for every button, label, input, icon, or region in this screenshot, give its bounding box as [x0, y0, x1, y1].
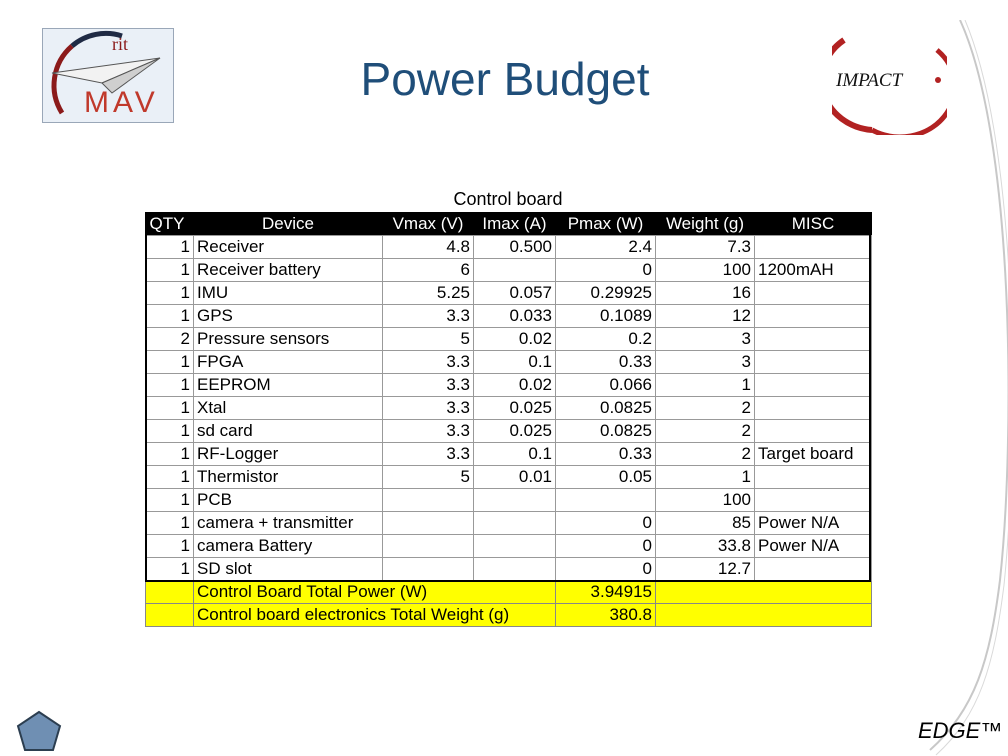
- table-row: [146, 420, 872, 443]
- total-weight-label: Control board electronics Total Weight (g): [194, 604, 556, 627]
- table-row: [146, 236, 872, 259]
- power-budget-table: [145, 212, 872, 627]
- table-row: [146, 328, 872, 351]
- cell-misc: [755, 420, 872, 443]
- cell-imax: [474, 259, 556, 282]
- cell-device: PCB: [194, 489, 383, 512]
- cell-misc: [755, 466, 872, 489]
- total-power-label: Control Board Total Power (W): [194, 581, 556, 604]
- total-power-row: [146, 581, 872, 604]
- cell-misc: Power N/A: [755, 535, 872, 558]
- cell-qty: 1: [146, 259, 194, 282]
- cell-device: FPGA: [194, 351, 383, 374]
- rit-mav-logo: [42, 28, 174, 123]
- cell-device: Receiver: [194, 236, 383, 259]
- header-device: Device: [194, 212, 383, 236]
- cell-misc: [755, 397, 872, 420]
- table-row: [146, 397, 872, 420]
- cell-misc: 1200mAH: [755, 259, 872, 282]
- cell-pmax: 0: [556, 259, 656, 282]
- cell-qty: 1: [146, 512, 194, 535]
- cell-device: sd card: [194, 420, 383, 443]
- cell-vmax: 5: [383, 466, 474, 489]
- blank-cell: [146, 581, 194, 604]
- cell-qty: 1: [146, 489, 194, 512]
- cell-vmax: 3.3: [383, 443, 474, 466]
- cell-weight: 12: [656, 305, 755, 328]
- cell-imax: 0.01: [474, 466, 556, 489]
- cell-imax: 0.1: [474, 351, 556, 374]
- total-weight-row: [146, 604, 872, 627]
- cell-vmax: [383, 489, 474, 512]
- cell-qty: 1: [146, 305, 194, 328]
- cell-qty: 1: [146, 351, 194, 374]
- cell-weight: 100: [656, 489, 755, 512]
- cell-pmax: 0.29925: [556, 282, 656, 305]
- table-caption: Control board: [453, 189, 563, 209]
- cell-misc: [755, 489, 872, 512]
- table-row: [146, 443, 872, 466]
- cell-pmax: 0: [556, 558, 656, 581]
- cell-imax: [474, 512, 556, 535]
- table-header-row: [146, 212, 872, 236]
- cell-misc: Power N/A: [755, 512, 872, 535]
- cell-vmax: 3.3: [383, 374, 474, 397]
- decorative-swoosh: [920, 20, 1008, 756]
- cell-pmax: 0.0825: [556, 420, 656, 443]
- cell-imax: 0.025: [474, 397, 556, 420]
- table-row: [146, 374, 872, 397]
- table-row: [146, 489, 872, 512]
- table-row: [146, 466, 872, 489]
- cell-misc: [755, 236, 872, 259]
- total-weight-value: 380.8: [556, 604, 656, 627]
- cell-device: IMU: [194, 282, 383, 305]
- cell-pmax: 0: [556, 512, 656, 535]
- blank-cell: [146, 604, 194, 627]
- table-row: [146, 305, 872, 328]
- cell-misc: [755, 305, 872, 328]
- rit-text: rit: [112, 34, 128, 54]
- cell-device: camera Battery: [194, 535, 383, 558]
- cell-imax: [474, 558, 556, 581]
- cell-pmax: 0.33: [556, 351, 656, 374]
- cell-vmax: 3.3: [383, 397, 474, 420]
- cell-qty: 2: [146, 328, 194, 351]
- cell-pmax: 0.0825: [556, 397, 656, 420]
- cell-pmax: 0.066: [556, 374, 656, 397]
- cell-weight: 1: [656, 466, 755, 489]
- cell-weight: 12.7: [656, 558, 755, 581]
- cell-qty: 1: [146, 397, 194, 420]
- cell-vmax: 3.3: [383, 420, 474, 443]
- cell-vmax: 5: [383, 328, 474, 351]
- cell-vmax: 3.3: [383, 351, 474, 374]
- cell-device: Thermistor: [194, 466, 383, 489]
- cell-misc: [755, 328, 872, 351]
- cell-device: RF-Logger: [194, 443, 383, 466]
- impact-text: IMPACT: [836, 70, 903, 91]
- cell-imax: 0.1: [474, 443, 556, 466]
- cell-qty: 1: [146, 558, 194, 581]
- total-power-value: 3.94915: [556, 581, 656, 604]
- cell-weight: 85: [656, 512, 755, 535]
- cell-qty: 1: [146, 374, 194, 397]
- table-row: [146, 558, 872, 581]
- cell-qty: 1: [146, 420, 194, 443]
- cell-qty: 1: [146, 466, 194, 489]
- blank-cell: [656, 581, 872, 604]
- cell-imax: 0.02: [474, 328, 556, 351]
- cell-weight: 2: [656, 420, 755, 443]
- cell-qty: 1: [146, 282, 194, 305]
- cell-weight: 100: [656, 259, 755, 282]
- cell-imax: 0.033: [474, 305, 556, 328]
- cell-imax: [474, 489, 556, 512]
- cell-qty: 1: [146, 535, 194, 558]
- blank-cell: [656, 604, 872, 627]
- cell-imax: 0.057: [474, 282, 556, 305]
- header-vmax: Vmax (V): [383, 212, 474, 236]
- cell-pmax: 0.1089: [556, 305, 656, 328]
- cell-qty: 1: [146, 443, 194, 466]
- cell-imax: 0.025: [474, 420, 556, 443]
- cell-misc: [755, 282, 872, 305]
- edge-trademark: EDGE™: [918, 718, 1003, 743]
- header-imax: Imax (A): [474, 212, 556, 236]
- cell-vmax: [383, 558, 474, 581]
- table-row: [146, 512, 872, 535]
- cell-device: Receiver battery: [194, 259, 383, 282]
- slide-title: Power Budget: [360, 53, 650, 105]
- cell-vmax: 3.3: [383, 305, 474, 328]
- cell-vmax: 6: [383, 259, 474, 282]
- header-pmax: Pmax (W): [556, 212, 656, 236]
- cell-pmax: 0.05: [556, 466, 656, 489]
- cell-device: Xtal: [194, 397, 383, 420]
- home-pentagon-button[interactable]: [16, 710, 62, 752]
- table-row: [146, 282, 872, 305]
- cell-misc: [755, 558, 872, 581]
- cell-pmax: 0.33: [556, 443, 656, 466]
- cell-weight: 3: [656, 351, 755, 374]
- header-qty: QTY: [146, 212, 194, 236]
- cell-qty: 1: [146, 236, 194, 259]
- cell-vmax: [383, 512, 474, 535]
- cell-device: Pressure sensors: [194, 328, 383, 351]
- cell-misc: Target board: [755, 443, 872, 466]
- table-row: [146, 535, 872, 558]
- cell-misc: [755, 374, 872, 397]
- header-weight: Weight (g): [656, 212, 755, 236]
- cell-device: camera + transmitter: [194, 512, 383, 535]
- cell-imax: [474, 535, 556, 558]
- cell-device: GPS: [194, 305, 383, 328]
- cell-weight: 7.3: [656, 236, 755, 259]
- cell-pmax: 0.2: [556, 328, 656, 351]
- cell-pmax: 0: [556, 535, 656, 558]
- cell-pmax: 2.4: [556, 236, 656, 259]
- mav-text: MAV: [84, 86, 159, 119]
- cell-weight: 2: [656, 397, 755, 420]
- table-row: [146, 259, 872, 282]
- header-misc: MISC: [755, 212, 872, 236]
- cell-pmax: [556, 489, 656, 512]
- cell-weight: 2: [656, 443, 755, 466]
- cell-imax: 0.500: [474, 236, 556, 259]
- cell-vmax: 5.25: [383, 282, 474, 305]
- cell-weight: 1: [656, 374, 755, 397]
- cell-device: SD slot: [194, 558, 383, 581]
- table-row: [146, 351, 872, 374]
- cell-weight: 16: [656, 282, 755, 305]
- cell-vmax: 4.8: [383, 236, 474, 259]
- cell-imax: 0.02: [474, 374, 556, 397]
- cell-misc: [755, 351, 872, 374]
- cell-weight: 33.8: [656, 535, 755, 558]
- cell-vmax: [383, 535, 474, 558]
- cell-weight: 3: [656, 328, 755, 351]
- cell-device: EEPROM: [194, 374, 383, 397]
